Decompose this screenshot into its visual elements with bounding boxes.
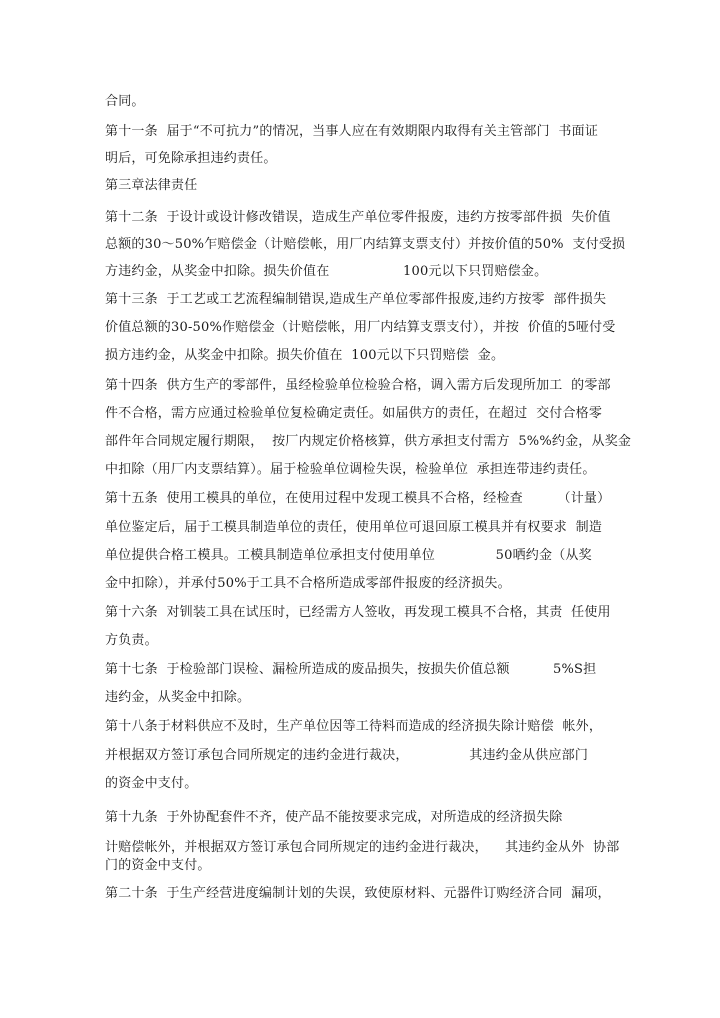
text-line: 并根据双方签订承包合同所规定的违约金进行裁决， 其违约金从供应部门 xyxy=(105,748,589,763)
text-line: 明后，可免除承担违约责任。 xyxy=(105,151,277,166)
text-line: 方负责。 xyxy=(105,633,158,648)
text-line: 第十一条 届于“不可抗力”的情况，当事人应在有效期限内取得有关主管部门 书面证 xyxy=(105,124,599,139)
text-line: 金中扣除），并承付50%于工具不合格所造成零部件报废的经济损失。 xyxy=(105,576,511,591)
text-line: 第十九条 于外协配套件不齐，使产品不能按要求完成，对所造成的经济损失除 xyxy=(105,810,563,825)
section-heading: 第三章法律责任 xyxy=(105,178,198,193)
text-line: 部件年合同规定履行期限， 按厂内规定价格核算，供方承担支付需方 5%%约金，从奖金 xyxy=(105,434,632,449)
text-line: 中扣除（用厂内支票结算）。届于检验单位调检失误，检验单位 承担连带违约责任。 xyxy=(105,462,596,477)
text-line: 合同。 xyxy=(105,94,145,109)
text-line: 单位提供合格工模具。工模具制造单位承担支付使用单位 50哂约金（从奖 xyxy=(105,548,592,563)
text-line: 单位鉴定后，届于工模具制造单位的责任，使用单位可退回原工模具并有权要求 制造 xyxy=(105,520,603,535)
text-line: 第二十条 于生产经营进度编制计划的失误，致使原材料、元器件订购经济合同 漏项， xyxy=(105,886,611,901)
text-line: 件不合格，需方应通过检验单位复检确定责任。如届供方的责任，在超过 交付合格零 xyxy=(105,406,603,421)
text-line: 第十四条 供方生产的零部件，虽经检验单位检验合格，调入需方后发现所加工 的零部 xyxy=(105,378,611,393)
text-line: 总额的30～50%乍赔偿金（计赔偿帐，用厂内结算支票支付）并按价值的50% 支付受损 xyxy=(105,237,626,252)
text-line: 第十六条 对钏装工具在试压时，已经需方人签收，再发现工模具不合格，其责 任使用 xyxy=(105,605,611,620)
text-line: 第十五条 使用工模具的单位，在使用过程中发现工模具不合格，经检查 （计量） xyxy=(105,491,611,506)
text-line: 价值总额的30-50%作赔偿金（计赔偿帐，用厂内结算支票支付），并按 价值的5哑付受 xyxy=(105,320,616,335)
text-line: 第十七条 于检验部门误检、漏检所造成的废品损失，按损失价值总额 5%S担 xyxy=(105,662,597,677)
text-line: 第十八条于材料供应不及时，生产单位因等工待料而造成的经济损失除计赔偿 帐外， xyxy=(105,719,603,734)
text-line: 损方违约金，从奖金中扣除。损失价值在 100元以下只罚赔偿 金。 xyxy=(105,348,505,363)
text-line: 的资金中支付。 xyxy=(105,776,198,791)
text-line: 违约金，从奖金中扣除。 xyxy=(105,690,251,705)
text-line: 第十三条 于工艺或工艺流程编制错误,造成生产单位零部件报废,违约方按零 部件损失 xyxy=(105,292,607,307)
text-line: 计赔偿帐外，并根据双方签订承包合同所规定的违约金进行裁决， 其违约金从外 协部 xyxy=(105,840,620,855)
text-line: 门的资金中支付。 xyxy=(105,858,211,873)
text-line: 方违约金，从奖金中扣除。损失价值在 100元以下只罚赔偿金。 xyxy=(105,264,548,279)
text-line: 第十二条 于设计或设计修改错误，造成生产单位零件报废，违约方按零部件损 失价值 xyxy=(105,210,611,225)
